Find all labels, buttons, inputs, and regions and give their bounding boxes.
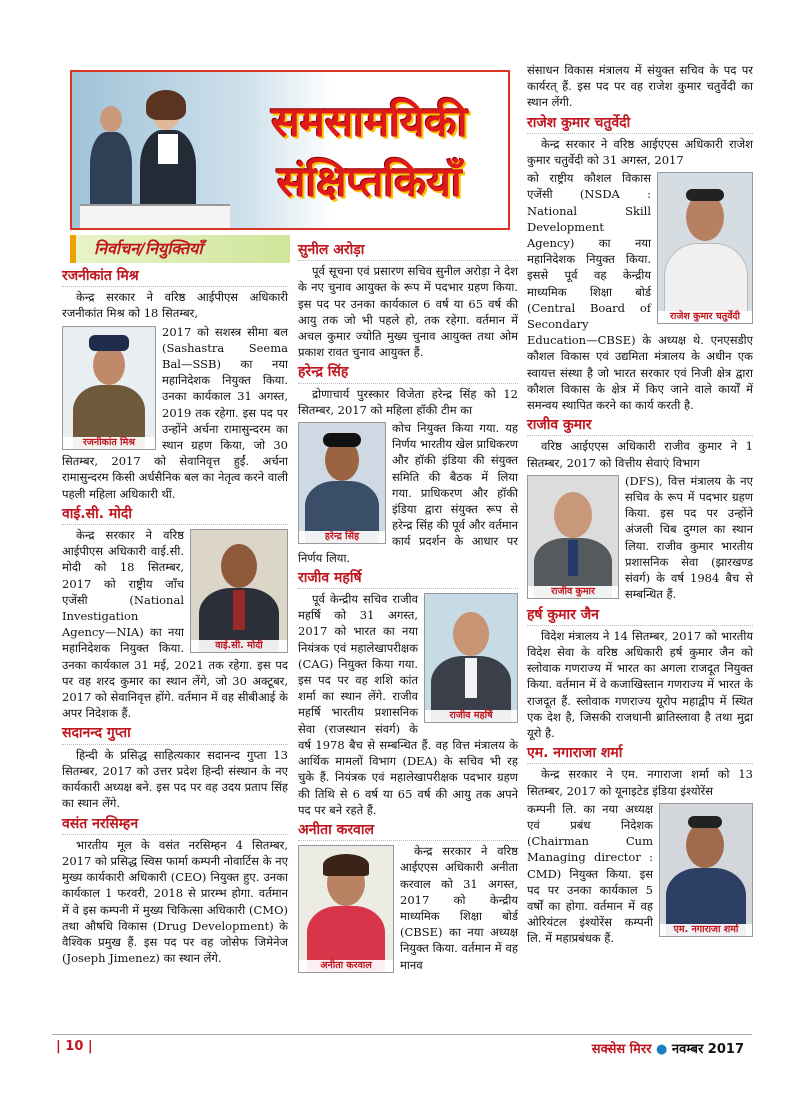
photo-anita bbox=[298, 845, 394, 973]
section-heading: वाई.सी. मोदी bbox=[62, 506, 288, 525]
photo-nagaraja bbox=[659, 803, 753, 937]
paragraph: केन्द्र सरकार ने एम. नगाराजा शर्मा को 13 सितम्बर, 2017 को यूनाइटेड इंडिया इंश्योरेंस bbox=[527, 767, 753, 798]
photo-rajesh bbox=[657, 172, 753, 324]
photo-modi bbox=[190, 529, 288, 653]
section-heading: हरेन्द्र सिंह bbox=[298, 364, 518, 383]
paragraph: केन्द्र सरकार ने वरिष्ठ आईएएस अधिकारी अनीता करवाल को 31 अगस्त, 2017 को केन्द्रीय माध्यमिक शिक्षा बोर्ड (CBSE) का नया अध्यक्ष नियुक्त किया. वर्तमान में वह मानव bbox=[400, 844, 518, 972]
photo-rajnikant bbox=[62, 326, 156, 450]
banner-title-line1: समसामयिकी bbox=[271, 97, 468, 146]
photo-caption: राजीव महर्षि bbox=[425, 710, 517, 722]
paragraph: भारतीय मूल के वसंत नरसिम्हन 4 सितम्बर, 2017 को प्रसिद्ध स्विस फार्मा कम्पनी नोवार्टिस के नए मुख्य कार्यकारी अधिकारी (CEO) नियुक्त हुए. उनका कार्यकाल 1 फरवरी, 2018 से प्रारम्भ होगा. वर्तमान में वे इस कम्पनी में मुख्य चिकित्सा अधिकारी (CMO) तथा औषधि विकास (Drug Development) के वैश्विक प्रमुख हैं. इस पद पर वह जोसेफ जिमेनेज (Joseph Jimenez) का स्थान लेंगे. bbox=[62, 837, 288, 966]
page-number: | 10 | bbox=[56, 1039, 93, 1054]
paragraph: केन्द्र सरकार ने वरिष्ठ आईएएस अधिकारी राजेश कुमार चतुर्वेदी को 31 अगस्त, 2017 bbox=[527, 136, 753, 168]
magazine-name bbox=[592, 1039, 744, 1057]
page-number-value: 10 bbox=[65, 1039, 84, 1054]
section-heading: राजीव महर्षि bbox=[298, 570, 518, 589]
paragraph: 2017 को सशस्त्र सीमा बल (Sashastra Seema Bal—SSB) का नया महानिदेशक नियुक्त किया. उनका कार्यकाल 31 अगस्त, 2019 तक रहेगा. इस पद पर उन्होंने अर्चना रामासुन्दरम का स्थान ग्रहण किया, जो 30 सितम्बर, 2017 को सेवानिवृत्त हुईं. अर्चना रामासुन्दरम किसी अर्धसैनिक बल का नेतृत्व करने वाली पहली महिला अधिकारी थीं. bbox=[62, 324, 288, 501]
paragraph: विदेश मंत्रालय ने 14 सितम्बर, 2017 को भारतीय विदेश सेवा के वरिष्ठ अधिकारी हर्ष कुमार जैन को स्लोवाक गणराज्य में भारत का अगला राजदूत नियुक्त किया. वर्तमान में वे कजाखिस्तान गणराज्य में भारत के राजदूत हैं. स्लोवाक गणराज्य यूरोप महाद्वीप में स्थित एक देश है, जिसकी राजधानी ब्रातिस्लावा है तथा मुद्रा यूरो है. bbox=[527, 628, 753, 740]
paragraph: वरिष्ठ आईएएस अधिकारी राजीव कुमार ने 1 सितम्बर, 2017 को वित्तीय सेवाएं विभाग bbox=[527, 439, 753, 470]
photo-mehrishi bbox=[424, 593, 518, 723]
page-footer bbox=[52, 1034, 752, 1057]
photo-caption: वाई.सी. मोदी bbox=[191, 640, 287, 652]
paragraph: को राष्ट्रीय कौशल विकास एजेंसी (NSDA : National Skill Development Agency) का नया महानिदेशक नियुक्त किया. इससे पूर्व वह केन्द्रीय माध्यमिक शिक्षा बोर्ड (Central Board of Secondary Education—CBSE) के अध्यक्ष थे. एनएसडीए कौशल विकास एवं उद्यमिता मंत्रालय के अधीन एक स्वायत्त संस्था है जो भारत सरकार एवं निजी क्षेत्र द्वारा कौशल विकास के क्षेत्र में किए जाने वाले कार्यों में समन्वय स्थापित करने का कार्य करती है. bbox=[527, 171, 753, 413]
header-banner bbox=[70, 70, 510, 230]
photo-caption: अनीता करवाल bbox=[299, 960, 393, 972]
photo-caption: राजीव कुमार bbox=[528, 586, 618, 598]
section-heading: अनीता करवाल bbox=[298, 822, 518, 841]
category-label: निर्वाचन/नियुक्तियाँ bbox=[94, 239, 203, 258]
category-heading bbox=[70, 235, 290, 263]
section-heading: रजनीकांत मिश्र bbox=[62, 268, 288, 287]
banner-title-line2: संक्षिप्तकियाँ bbox=[277, 157, 462, 206]
paragraph: पूर्व सूचना एवं प्रसारण सचिव सुनील अरोड़ा ने देश के नए चुनाव आयुक्त के रूप में पदभार ग्रहण किया. इस पद पर उनका कार्यकाल 6 वर्ष या 65 वर्ष की आयु तक जो भी पहले हो, तक रहेगा. वर्तमान में अचल कुमार ज्योति मुख्य चुनाव आयुक्त तथा ओम प्रकाश रावत चुनाव आयुक्त हैं. bbox=[298, 264, 518, 360]
section-heading: एम. नगाराजा शर्मा bbox=[527, 745, 753, 764]
section-heading: सदानन्द गुप्ता bbox=[62, 725, 288, 744]
office-photo bbox=[80, 86, 230, 226]
paragraph: हिन्दी के प्रसिद्ध साहित्यकार सदानन्द गुप्ता 13 सितम्बर, 2017 को उत्तर प्रदेश हिन्दी संस्थान के नए कार्यकारी अध्यक्ष बने. इस पद पर वह उदय प्रताप सिंह का स्थान लेंगे. bbox=[62, 747, 288, 811]
section-heading: राजीव कुमार bbox=[527, 417, 753, 436]
photo-caption: एम. नगाराजा शर्मा bbox=[660, 924, 752, 936]
paragraph: पूर्व केन्द्रीय सचिव राजीव महर्षि को 31 अगस्त, 2017 को भारत का नया नियंत्रक एवं महालेखापरीक्षक (CAG) नियुक्त किया गया. इस पद पर वह शशि कांत शर्मा का स्थान लेंगे. राजीव महर्षि भारतीय प्रशासनिक सेवा (राजस्थान संवर्ग) के वर्ष 1978 बैच से सम्बन्धित हैं. वह वित्त मंत्रालय के आर्थिक मामलों विभाग (DEA) के सचिव भी रह चुके हैं. नियंत्रक एवं महालेखापरीक्षक पदभार ग्रहण की तिथि से 6 वर्ष या 65 वर्ष की आयु तक अपने पद पर बने रहते हैं. bbox=[298, 592, 518, 817]
separator-dot-icon: ● bbox=[656, 1042, 668, 1057]
issue-date: नवम्बर 2017 bbox=[671, 1042, 744, 1057]
magazine-title: सक्सेस मिरर bbox=[591, 1042, 652, 1057]
column-2 bbox=[298, 238, 518, 975]
paragraph: कम्पनी लि. का नया अध्यक्ष एवं प्रबंध निदेशक (Chairman Cum Managing director : CMD) नियुक्त किया. इस पद पर उनका कार्यकाल 5 वर्षों का होगा. वर्तमान में वह ओरियंटल इंश्योरेंस कम्पनी लि. में महाप्रबंधक हैं. bbox=[527, 801, 653, 946]
paragraph: द्रोणाचार्य पुरस्कार विजेता हरेन्द्र सिंह को 12 सितम्बर, 2017 को महिला हॉकी टीम का bbox=[298, 386, 518, 417]
banner-title bbox=[232, 92, 507, 212]
section-heading: सुनील अरोड़ा bbox=[298, 242, 518, 261]
section-heading: हर्ष कुमार जैन bbox=[527, 607, 753, 626]
photo-rajeev bbox=[527, 475, 619, 599]
photo-caption: राजेश कुमार चतुर्वेदी bbox=[658, 311, 752, 323]
paragraph: केन्द्र सरकार ने वरिष्ठ आईपीएस अधिकारी रजनीकांत मिश्र को 18 सितम्बर, bbox=[62, 290, 288, 321]
photo-caption: रजनीकांत मिश्र bbox=[63, 437, 155, 449]
photo-harendra bbox=[298, 422, 386, 544]
paragraph: संसाधन विकास मंत्रालय में संयुक्त सचिव के पद पर कार्यरत् हैं. इस पद पर वह राजेश कुमार चतुर्वेदी का स्थान लेंगी. bbox=[527, 63, 753, 110]
paragraph: केन्द्र सरकार ने वरिष्ठ आईपीएस अधिकारी वाई.सी. मोदी को 18 सितम्बर, 2017 को राष्ट्रीय जाँच एजेंसी (National Investigation Agency—NIA) का नया महानिदेशक नियुक्त किया. उनका कार्यकाल 31 मई, 2021 तक रहेगा. इस पद पर वह शरद कुमार का स्थान लेंगे, जो 30 अक्टूबर, 2017 को सेवानिवृत्त होंगे. वर्तमान में वह सीबीआई के अपर निदेशक हैं. bbox=[62, 528, 288, 721]
photo-caption: हरेन्द्र सिंह bbox=[299, 531, 385, 543]
column-3 bbox=[527, 62, 753, 949]
paragraph: (DFS), वित्त मंत्रालय के नए सचिव के रूप में पदभार ग्रहण किया. इस पद पर उन्होंने अंजली चिब दुग्गल का स्थान लिया. राजीव कुमार भारतीय प्रशासनिक सेवा (झारखण्ड संवर्ग) के वर्ष 1984 बैच से सम्बन्धित हैं. bbox=[625, 473, 753, 602]
column-1 bbox=[62, 264, 288, 968]
section-heading: राजेश कुमार चतुर्वेदी bbox=[527, 115, 753, 134]
paragraph: कोच नियुक्त किया गया. यह निर्णय भारतीय खेल प्राधिकरण और हॉकी इंडिया की संयुक्त समिति की बैठक में लिया गया. प्राधिकरण और हॉकी इंडिया द्वारा संयुक्त रूप से हरेन्द्र सिंह की पूर्व और वर्तमान कार्य प्रदर्शन के आधार पर निर्णय लिया. bbox=[298, 421, 518, 565]
section-heading: वसंत नरसिम्हन bbox=[62, 816, 288, 835]
